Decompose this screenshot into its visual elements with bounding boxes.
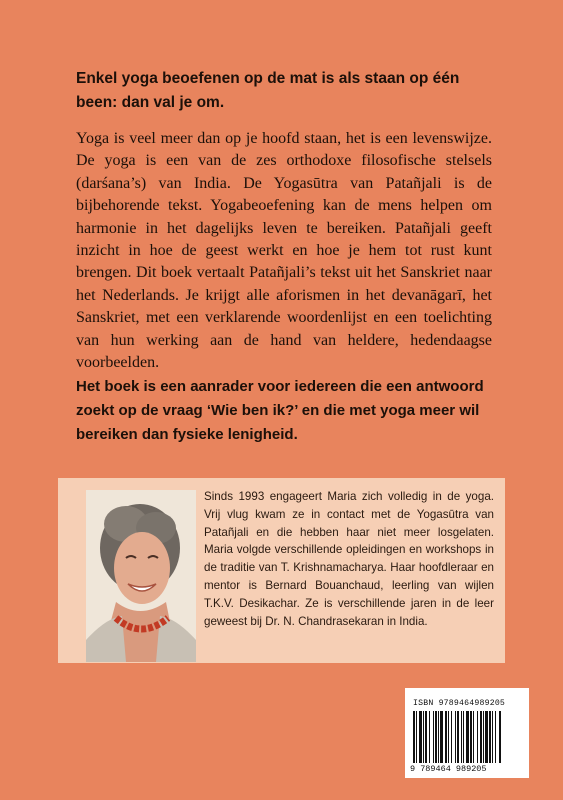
barcode-bar [440,711,443,763]
barcode-bar [448,711,449,763]
author-bio-text: Sinds 1993 engageert Maria zich volledig in de yoga. Vrij vlug kwam ze in contact met de Yogasūtra van Patañjali en die hebben haar niet meer losgelaten. Maria volgde verschillende opleidingen en workshops in de traditie van T. Krishnamacharya. Haar hoofdleraar en mentor is Bernard Bouanchaud, leerling van wijlen T.K.V. Desikachar. Ze is verschillende jaren in de leer geweest bij Dr. N. Chandrasekaran in India. [204,490,494,628]
description-paragraph: Yoga is veel meer dan op je hoofd staan, het is een levenswijze. De yoga is een van de zes orthodoxe filosofische stelsels (darśana’s) van India. De Yogasūtra van Patañjali is de bijbehorende tekst. Yogabeoefening kan de mens helpen om harmonie in het dagelijks leven te bereiken. Patañjali geeft inzicht in hoe de geest werkt en hoe je hem tot rust kunt brengen. Dit boek vertaalt Patañjali’s tekst uit het Sanskriet naar het Nederlands. Je krijgt alle aforismen in het devanāgarī, het Sanskriet, met een verklarende woordenlijst en een toelichting van hun werking aan de hand van heldere, hedendaagse voorbeelden. [76,130,492,372]
lead-statement: Enkel yoga beoefenen op de mat is als staan op één been: dan val je om. [76,70,460,111]
isbn-label: ISBN 9789464989205 [413,699,506,708]
barcode-bar [416,711,417,763]
barcode-bar [492,711,493,763]
barcode-bar [466,711,469,763]
barcode-bar [483,711,484,763]
barcode-bar [457,711,459,763]
author-portrait-icon [86,490,196,662]
barcode-bar [425,711,427,763]
closing-statement: Het boek is een aanrader voor iedereen die een antwoord zoekt op de vraag ‘Wie ben ik?’ en die met yoga meer wil bereiken dan fysieke lenigheid. [76,378,484,443]
barcode-bar [433,711,434,763]
barcode-bar [463,711,464,763]
barcode-bar [419,711,422,763]
barcode-bar [495,711,496,763]
barcode-bar [480,711,482,763]
barcode-bar [423,711,424,763]
author-photo [86,490,196,662]
barcode-bar [455,711,456,763]
barcode-bar [413,711,415,763]
barcode-bar [435,711,437,763]
barcode-bar [438,711,439,763]
barcode-bar [470,711,472,763]
barcode-bar [489,711,491,763]
barcode-bar [499,711,501,763]
barcode-bar [451,711,452,763]
barcode-bar [461,711,462,763]
barcode-bar [445,711,447,763]
barcode-bar [429,711,430,763]
barcode-bar [485,711,488,763]
barcode-bar [477,711,478,763]
barcode-number: 9 789464 989205 [410,764,487,774]
ean13-barcode-icon [412,711,524,763]
barcode-bar [473,711,474,763]
